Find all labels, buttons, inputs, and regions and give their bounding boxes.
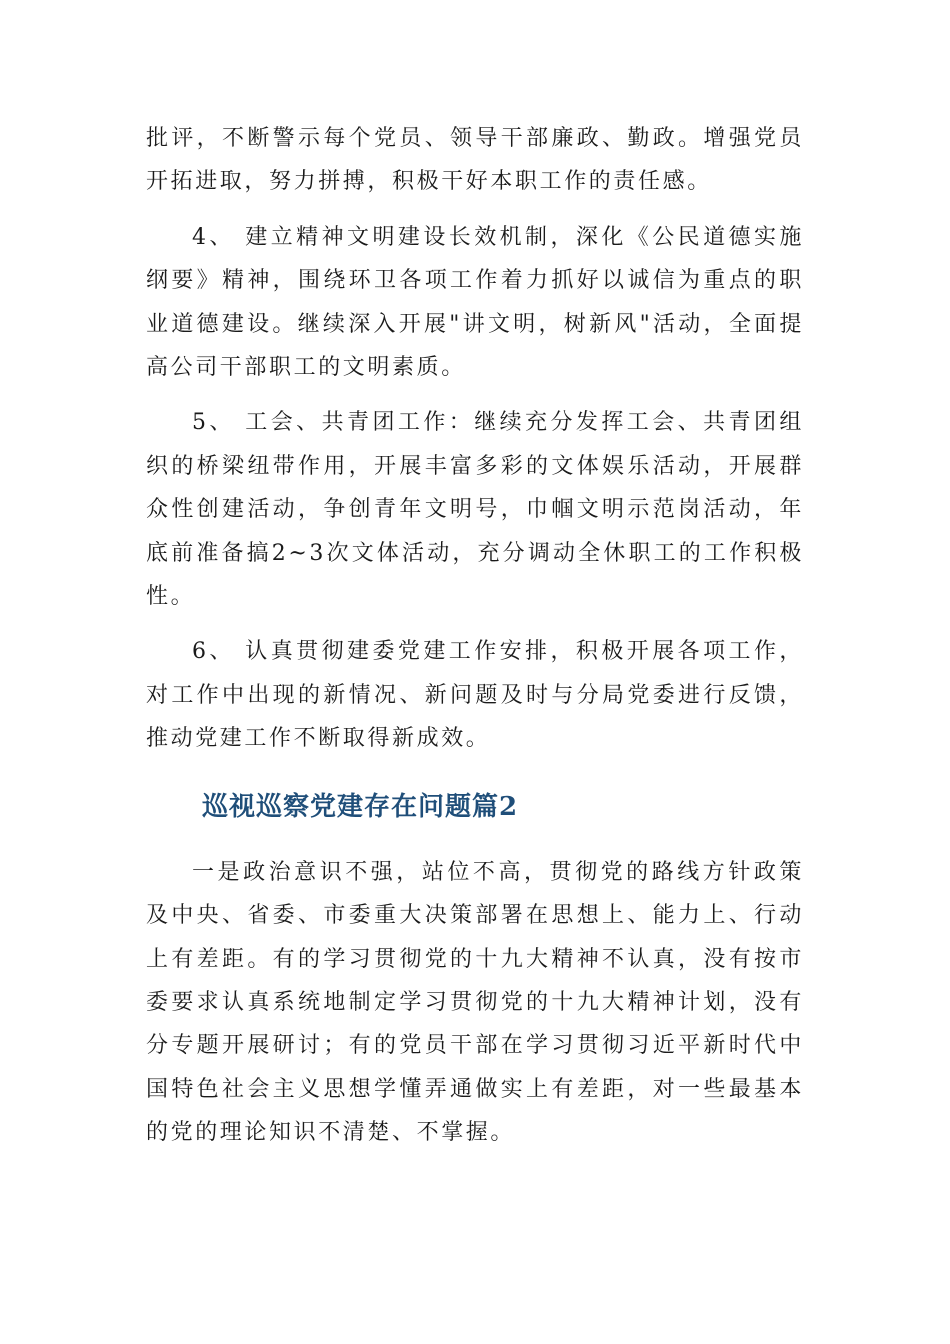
document-page (146, 117, 804, 1155)
paragraph-political-awareness: 一是政治意识不强，站位不高，贯彻党的路线方针政策及中央、省委、市委重大决策部署在思想上、能力上、行动上有差距。有的学习贯彻党的十九大精神不认真，没有按市委要求认真系统地制定学习贯彻党的十九大精神计划，没有分专题开展研讨；有的党员干部在学习贯彻习近平新时代中国特色社会主义思想学懂弄通做实上有差距，对一些最基本的党的理论知识不清楚、不掌握。 (146, 859, 804, 1146)
section-heading: 巡视巡察党建存在问题篇2 (202, 791, 519, 822)
paragraph-item-5: 5、 工会、共青团工作：继续充分发挥工会、共青团组织的桥梁纽带作用，开展丰富多彩的文体娱乐活动，开展群众性创建活动，争创青年文明号，巾帼文明示范岗活动，年底前准备搞2~3次文体活动，充分调动全休职工的工作积极性。 (146, 410, 804, 610)
paragraph-item-4: 4、 建立精神文明建设长效机制，深化《公民道德实施纲要》精神，围绕环卫各项工作着力抓好以诚信为重点的职业道德建设。继续深入开展"讲文明，树新风"活动，全面提高公司干部职工的文明素质。 (146, 224, 804, 381)
paragraph-item-6: 6、 认真贯彻建委党建工作安排，积极开展各项工作，对工作中出现的新情况、新问题及时与分局党委进行反馈，推动党建工作不断取得新成效。 (146, 639, 804, 752)
paragraph-criticism: 批评，不断警示每个党员、领导干部廉政、勤政。增强党员开拓进取，努力拼搏，积极干好本职工作的责任感。 (146, 126, 804, 195)
